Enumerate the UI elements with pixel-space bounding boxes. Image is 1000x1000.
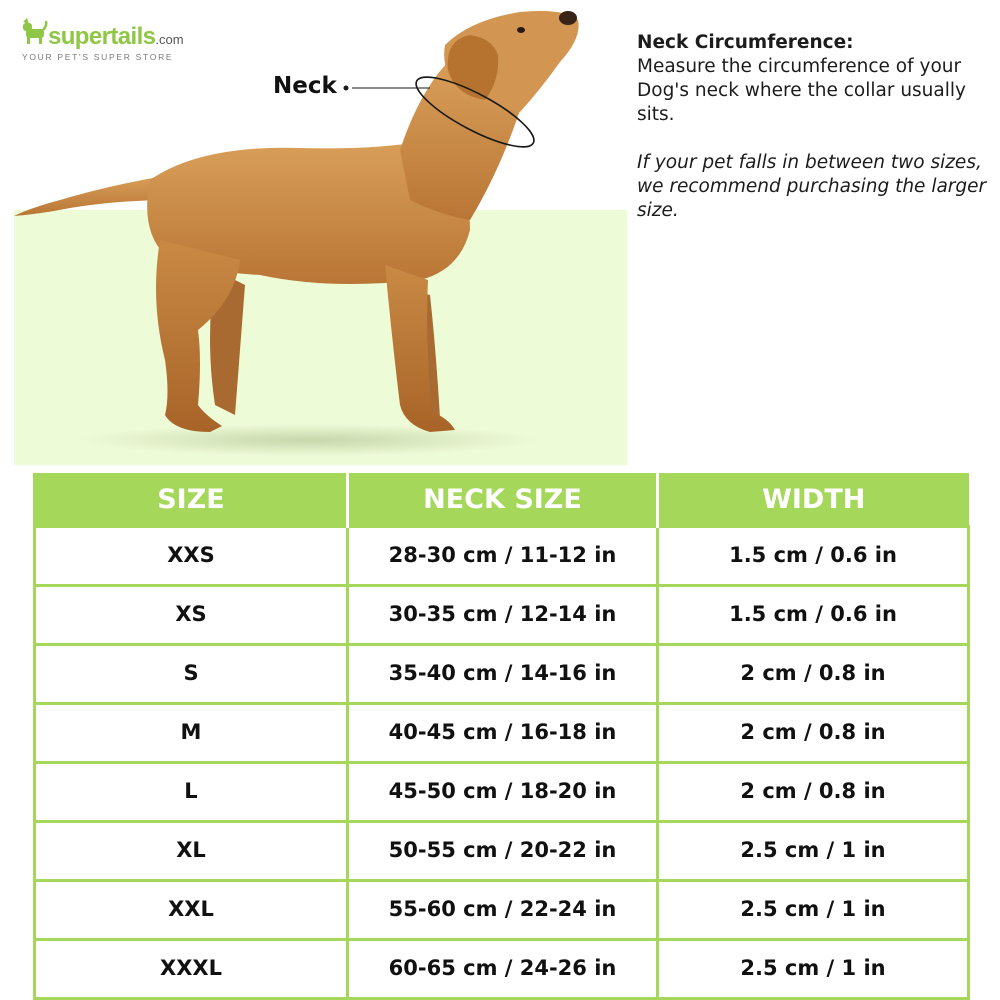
brand-domain-suffix: .com <box>155 32 184 47</box>
cell-neck-size: 55-60 cm / 22-24 in <box>348 881 658 940</box>
cell-size: XS <box>35 586 348 645</box>
info-title: Neck Circumference: <box>637 32 854 53</box>
cell-neck-size: 45-50 cm / 18-20 in <box>348 763 658 822</box>
cell-size: S <box>35 645 348 704</box>
table-row <box>35 763 969 822</box>
cell-size: XL <box>35 822 348 881</box>
table-row <box>35 645 969 704</box>
cell-width: 2 cm / 0.8 in <box>658 704 969 763</box>
cell-size: XXXL <box>35 940 348 999</box>
table-row <box>35 586 969 645</box>
measurement-info <box>637 31 987 242</box>
cell-neck-size: 60-65 cm / 24-26 in <box>348 940 658 999</box>
cell-neck-size: 30-35 cm / 12-14 in <box>348 586 658 645</box>
cell-size: M <box>35 704 348 763</box>
cell-neck-size: 28-30 cm / 11-12 in <box>348 527 658 586</box>
table-row <box>35 940 969 999</box>
cell-width: 2.5 cm / 1 in <box>658 881 969 940</box>
brand-name: supertails <box>48 23 156 50</box>
cell-width: 2.5 cm / 1 in <box>658 822 969 881</box>
table-row <box>35 704 969 763</box>
cell-neck-size: 50-55 cm / 20-22 in <box>348 822 658 881</box>
cell-width: 1.5 cm / 0.6 in <box>658 586 969 645</box>
info-body: Measure the circumference of your Dog's neck where the collar usually sits. <box>637 56 966 125</box>
cell-size: XXL <box>35 881 348 940</box>
cell-width: 2 cm / 0.8 in <box>658 763 969 822</box>
table-row <box>35 822 969 881</box>
cell-width: 1.5 cm / 0.6 in <box>658 527 969 586</box>
brand-tagline: YOUR PET'S SUPER STORE <box>22 52 174 62</box>
cell-width: 2.5 cm / 1 in <box>658 940 969 999</box>
size-chart-table <box>33 473 970 1000</box>
cell-size: XXS <box>35 527 348 586</box>
cell-neck-size: 35-40 cm / 14-16 in <box>348 645 658 704</box>
cell-width: 2 cm / 0.8 in <box>658 645 969 704</box>
puppy-illustration <box>0 0 630 470</box>
table-row <box>35 881 969 940</box>
cell-neck-size: 40-45 cm / 16-18 in <box>348 704 658 763</box>
info-note: If your pet falls in between two sizes, we recommend purchasing the larger size. <box>637 152 987 221</box>
header-size: SIZE <box>35 473 348 527</box>
cell-size: L <box>35 763 348 822</box>
table-header-row <box>35 473 969 527</box>
table-row <box>35 527 969 586</box>
header-neck-size: NECK SIZE <box>348 473 658 527</box>
header-width: WIDTH <box>658 473 969 527</box>
neck-label: Neck <box>273 73 337 99</box>
